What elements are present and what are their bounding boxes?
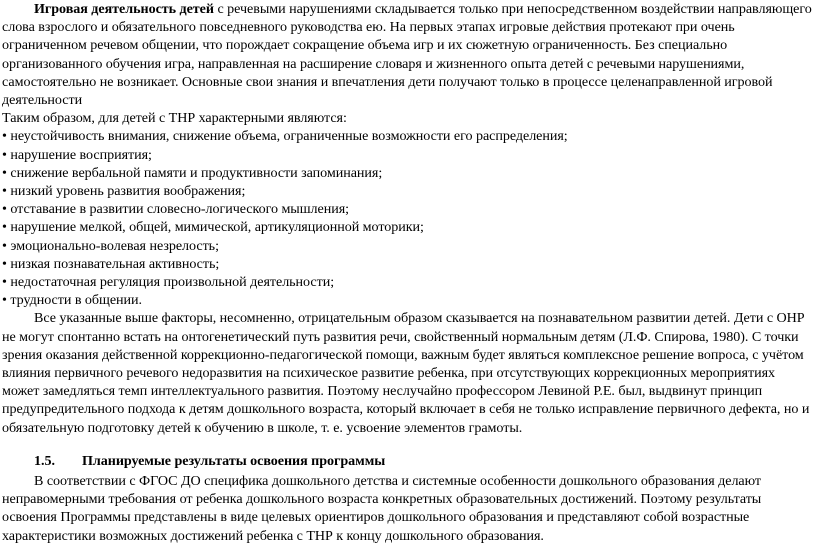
bullet-marker: • [2,237,7,254]
list-item [2,273,814,291]
list-item [2,218,814,236]
list-item-text: нарушение восприятия; [10,146,152,163]
list-item-text: снижение вербальной памяти и продуктивности запоминания; [10,164,383,181]
list-item-text: недостаточная регуляция произвольной деятельности; [10,274,335,291]
bullet-marker: • [2,255,7,272]
bullet-marker: • [2,164,7,181]
list-item [2,255,814,273]
section-heading [2,452,814,470]
bullet-marker: • [2,146,7,163]
bullet-marker: • [2,219,7,236]
fgos-paragraph: В соответствии с ФГОС ДО специфика дошкольного детства и системные особенности дошкольного образования делают неправомерными требования от ребенка дошкольного возраста конкретных образовательных достижений. Поэтому результаты освоения Программы представлены в виде целевых ориентиров дошкольного образования и представляют собой возрастные характеристики возможных достижений ребенка с ТНР к концу дошкольного образования. [2,473,762,544]
section-number: 1.5. [34,452,55,469]
intro-text: с речевыми нарушениями складывается только при непосредственном воздействии направляющего слова взрослого и обязательного повседневного руководства ею. На первых этапах игровые действия протекают при очень ограниченном речевом общении, что порождает сокращение объема игр и их сюжетную ограниченность. Без специально организованного обучения игра, направленная на расширение словаря и жизненного опыта детей с речевыми нарушениями, самостоятельно не возникает. Основные свои знания и впечатления дети получают только в процессе целенаправленной игровой деятельности [2,1,812,109]
list-item-text: эмоционально-волевая незрелость; [10,237,219,254]
list-item [2,182,814,200]
list-item-text: низкий уровень развития воображения; [10,183,246,200]
bullet-marker: • [2,274,7,291]
list-item [2,237,814,255]
intro-paragraph [2,0,814,109]
bullet-marker: • [2,128,7,145]
list-intro: Таким образом, для детей с ТНР характерными являются: [2,110,347,127]
section-title: Планируемые результаты освоения программы [82,452,386,469]
list-item-text: неустойчивость внимания, снижение объема, ограниченные возможности его распределения; [10,128,568,145]
list-item-text: низкая познавательная активность; [10,255,220,272]
list-item [2,146,814,164]
factors-paragraph: Все указанные выше факторы, несомненно, отрицательным образом сказывается на познавательном развитии детей. Дети с ОНР не могут спонтанно встать на онтогенетический путь развития речи, свойственный нормальным детям (Л.Ф. Спирова, 1980). С точки зрения оказания действенной коррекционно-педагогической помощи, важным будет являться комплексное решение вопроса, с учётом влияния первичного речевого недоразвития на психическое развитие ребенка, при отсутствующих коррекционных мероприятиях может замедляться темп интеллектуального развития. Поэтому неслучайно профессором Левиной Р.Е. был, выдвинут принцип предупредительного подхода к детям дошкольного возраста, который включает в себя не только исправление первичного дефекта, но и обязательную подготовку детей к обучению в школе, т. е. усвоение элементов грамоты. [2,310,810,436]
list-item [2,200,814,218]
list-item [2,291,814,309]
intro-lead-bold: Игровая деятельность детей [34,1,214,17]
bullet-marker: • [2,201,7,218]
bullet-marker: • [2,183,7,200]
list-item [2,164,814,182]
list-item-text: отставание в развитии словесно-логического мышления; [10,201,350,218]
list-item [2,127,814,145]
list-item-text: трудности в общении. [10,292,142,309]
traits-list [2,127,814,309]
list-item-text: нарушение мелкой, общей, мимической, артикуляционной моторики; [10,219,424,236]
bullet-marker: • [2,292,7,309]
